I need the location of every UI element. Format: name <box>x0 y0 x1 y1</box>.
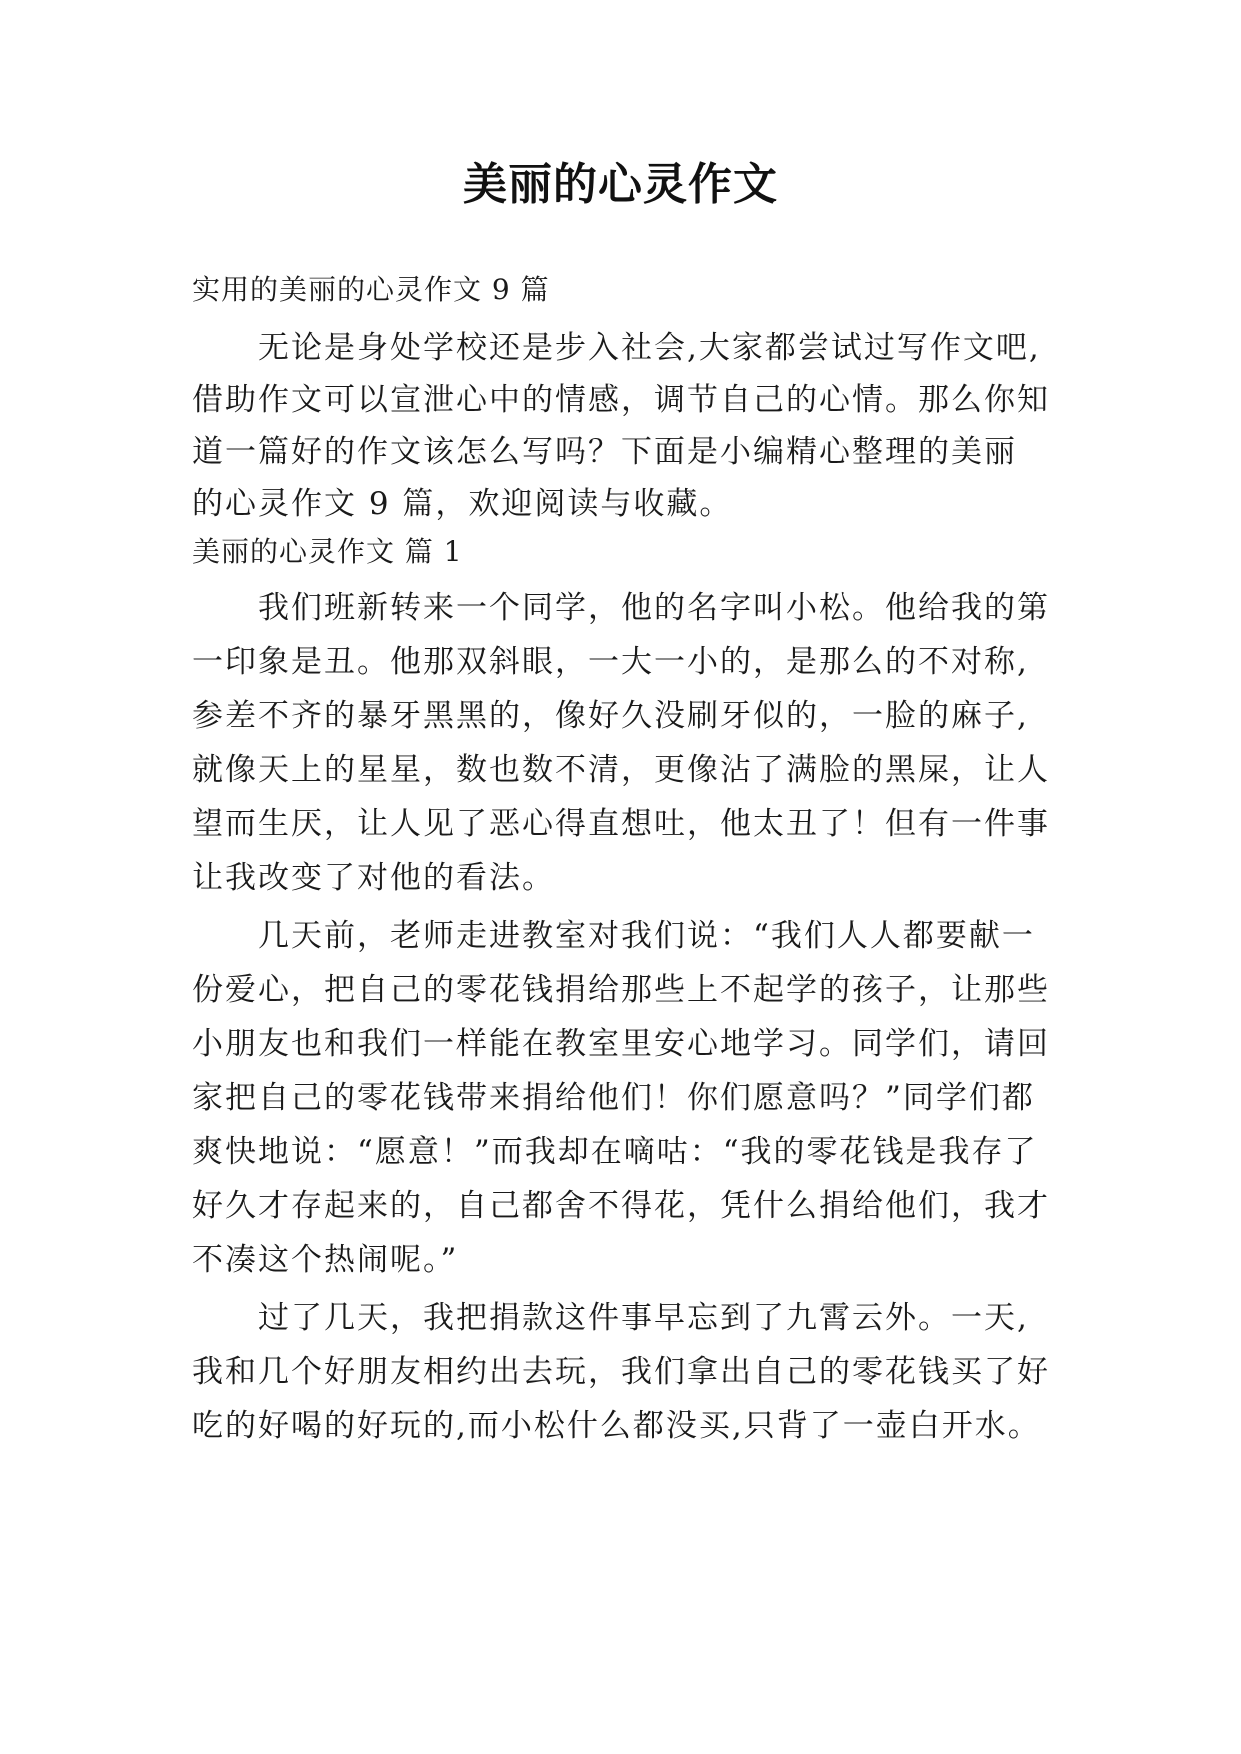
section-heading: 美丽的心灵作文 篇 1 <box>192 535 463 568</box>
document-title: 美丽的心灵作文 <box>463 159 778 210</box>
paragraph-line: 我们班新转来一个同学，他的名字叫小松。他给我的第 <box>258 590 1050 626</box>
paragraph-line: 我和几个好朋友相约出去玩，我们拿出自己的零花钱买了好 <box>192 1354 1050 1390</box>
document-subtitle: 实用的美丽的心灵作文 9 篇 <box>192 273 550 306</box>
paragraph-line: 一印象是丑。他那双斜眼，一大一小的，是那么的不对称, <box>192 644 1029 680</box>
paragraph-line: 就像天上的星星，数也数不清，更像沾了满脸的黑屎，让人 <box>192 752 1050 788</box>
intro-line: 借助作文可以宣泄心中的情感，调节自己的心情。那么你知 <box>192 382 1050 418</box>
paragraph-line: 吃的好喝的好玩的,而小松什么都没买,只背了一壶白开水。 <box>192 1408 1041 1444</box>
paragraph-line: 家把自己的零花钱带来捐给他们！你们愿意吗？”同学们都 <box>192 1080 1035 1116</box>
intro-line: 无论是身处学校还是步入社会,大家都尝试过写作文吧, <box>258 330 1041 366</box>
paragraph-line: 几天前，老师走进教室对我们说：“我们人人都要献一 <box>258 918 1035 954</box>
paragraph-line: 望而生厌，让人见了恶心得直想吐，他太丑了！但有一件事 <box>192 806 1050 842</box>
paragraph-line: 过了几天，我把捐款这件事早忘到了九霄云外。一天, <box>258 1300 1029 1336</box>
paragraph-line: 份爱心，把自己的零花钱捐给那些上不起学的孩子，让那些 <box>192 972 1050 1008</box>
paragraph-line: 小朋友也和我们一样能在教室里安心地学习。同学们，请回 <box>192 1026 1050 1062</box>
intro-line: 的心灵作文 9 篇，欢迎阅读与收藏。 <box>192 486 733 522</box>
paragraph-line: 爽快地说：“愿意！”而我却在嘀咕：“我的零花钱是我存了 <box>192 1134 1038 1170</box>
paragraph-line: 好久才存起来的，自己都舍不得花，凭什么捐给他们，我才 <box>192 1188 1050 1224</box>
paragraph-line: 参差不齐的暴牙黑黑的，像好久没刷牙似的，一脸的麻子, <box>192 698 1029 734</box>
intro-line: 道一篇好的作文该怎么写吗？下面是小编精心整理的美丽 <box>192 434 1017 470</box>
paragraph-line: 不凑这个热闹呢。” <box>192 1242 459 1278</box>
paragraph-line: 让我改变了对他的看法。 <box>192 860 555 896</box>
